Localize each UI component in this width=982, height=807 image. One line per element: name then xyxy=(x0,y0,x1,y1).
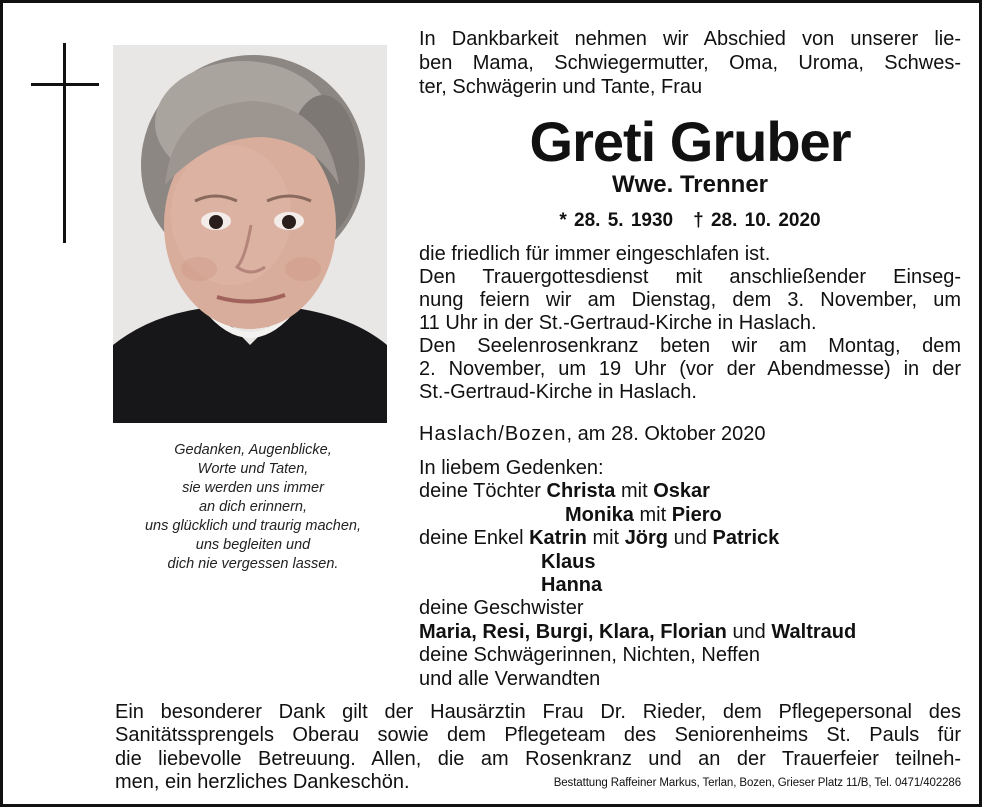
siblings-label: deine Geschwister xyxy=(419,597,584,620)
inlaws-line: deine Schwägerinnen, Nichten, Neffen xyxy=(419,644,760,667)
mourners-grandchildren-row xyxy=(419,527,961,550)
verse-line: dich nie vergessen lassen. xyxy=(167,556,339,572)
memorial-verse xyxy=(103,441,403,574)
daughters-label: deine Töchter xyxy=(419,480,541,503)
portrait-photo xyxy=(113,45,387,423)
detail-line: die friedlich für immer eingeschlafen ist. xyxy=(419,243,771,265)
verse-line: sie werden uns immer xyxy=(182,480,324,496)
verse-line: uns glücklich und traurig machen, xyxy=(144,518,361,534)
mourners-grandchildren-row xyxy=(419,551,961,574)
verse-line: uns begleiten und xyxy=(195,537,311,553)
mourners-heading: In liebem Gedenken: xyxy=(419,457,604,479)
mourners-list xyxy=(419,457,961,691)
connector-text: mit xyxy=(592,527,620,550)
mourners-daughters-row xyxy=(419,480,961,503)
death-date: † 28. 10. 2020 xyxy=(693,210,821,231)
partner-name: Jörg xyxy=(624,527,669,550)
detail-line: St.-Gertraud-Kirche in Haslach. xyxy=(419,381,697,403)
mourners-grandchildren-row xyxy=(419,574,961,597)
place-name: Haslach/Bozen xyxy=(419,423,567,445)
funeral-home-credit: Bestattung Raffeiner Markus, Terlan, Bozen, Grieser Platz 11/B, Tel. 0471/402286 xyxy=(553,777,961,789)
intro-line: ben Mama, Schwiegermutter, Oma, Uroma, Schwes- xyxy=(419,52,961,74)
thanks-line: Sanitätssprengels Oberau sowie dem Pflegeteam des Seniorenheims St. Pauls für xyxy=(115,724,961,747)
connector-text: und xyxy=(673,527,707,550)
grandchild-name: Patrick xyxy=(712,527,780,550)
portrait-illustration xyxy=(113,45,387,423)
funeral-details xyxy=(419,243,961,404)
partner-name: Oskar xyxy=(653,480,710,503)
grandchild-name: Hanna xyxy=(541,574,603,597)
connector-text: mit xyxy=(639,503,667,526)
grandchild-name: Katrin xyxy=(529,527,587,550)
detail-line: 11 Uhr in der St.-Gertraud-Kirche in Haslach. xyxy=(419,312,817,334)
verse-line: Gedanken, Augenblicke, xyxy=(174,442,332,458)
connector-text: und xyxy=(732,620,766,643)
grandchild-name: Klaus xyxy=(541,550,596,573)
thanks-line: men, ein herzliches Dankeschön. xyxy=(115,771,410,794)
partner-name: Piero xyxy=(671,503,722,526)
widow-name: Wwe. Trenner xyxy=(611,171,769,198)
cross-vertical-bar xyxy=(63,43,66,243)
intro-line: In Dankbarkeit nehmen wir Abschied von unserer lie- xyxy=(419,28,961,50)
detail-line: 2. November, um 19 Uhr (vor der Abendmesse) in der xyxy=(419,358,961,380)
sibling-name: Waltraud xyxy=(771,620,857,643)
mourners-daughters-row xyxy=(419,504,961,527)
grandchildren-label: deine Enkel xyxy=(419,527,524,550)
birth-date: * 28. 5. 1930 xyxy=(559,210,674,231)
connector-text: mit xyxy=(620,480,648,503)
detail-line: Den Trauergottesdienst mit anschließender Einseg- xyxy=(419,266,961,288)
daughter-name: Christa xyxy=(546,480,616,503)
life-dates xyxy=(419,208,961,234)
sibling-names: Maria, Resi, Burgi, Klara, Florian xyxy=(419,620,727,643)
place-and-date xyxy=(419,421,961,447)
daughter-name: Monika xyxy=(565,503,634,526)
thanks-line: Ein besonderer Dank gilt der Hausärztin Frau Dr. Rieder, dem Pflegepersonal des xyxy=(115,701,961,723)
cross-horizontal-bar xyxy=(31,83,99,86)
detail-line: nung feiern wir am Dienstag, dem 3. November, um xyxy=(419,289,961,311)
verse-line: an dich erinnern, xyxy=(198,499,307,515)
intro-line: ter, Schwägerin und Tante, Frau xyxy=(419,76,703,98)
deceased-name: Greti Gruber xyxy=(529,110,851,173)
relatives-line: und alle Verwandten xyxy=(419,667,601,690)
announcement-date: , am 28. Oktober 2020 xyxy=(566,423,766,445)
intro-text xyxy=(419,27,961,99)
verse-line: Worte und Taten, xyxy=(197,461,309,477)
thanks-line: die liebevolle Betreuung. Allen, die am Rosenkranz und an der Trauerfeier teilneh- xyxy=(115,747,961,770)
mourners-siblings-row xyxy=(419,621,961,644)
detail-line: Den Seelenrosenkranz beten wir am Montag, dem xyxy=(419,335,961,357)
